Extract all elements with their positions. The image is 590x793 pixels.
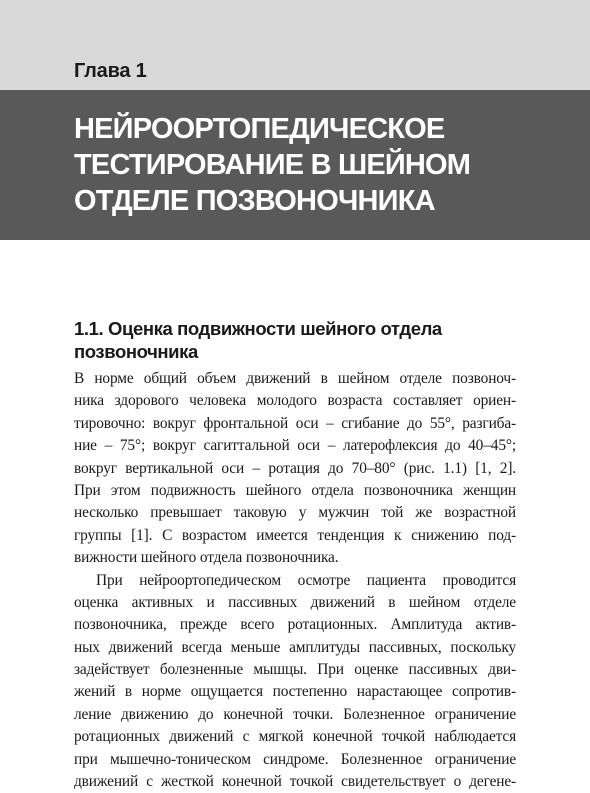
text-line: вокруг вертикальной оси – ротация до 70–80° (рис. 1.1) [1, 2]. [74,459,516,477]
text-line: при мышечно-тоническом синдроме. Болезненное ограничение [74,750,516,768]
text-line: ние – 75°; вокруг сагиттальной оси – латерофлексия до 40–45°; [74,437,516,455]
text-line: оценка активных и пассивных движений в шейном отделе [74,593,516,611]
chapter-title-line: ТЕСТИРОВАНИЕ В ШЕЙНОМ [74,149,471,181]
text-line: В норме общий объем движений в шейном отделе позвоноч- [74,370,516,387]
text-line: несколько превышает таковую у мужчин той же возрастной [74,504,516,522]
text-line: задействует болезненные мышцы. При оценке пассивных дви- [74,661,516,679]
text-line: движений с жесткой конечной точкой свидетельствует о дегене- [74,773,516,791]
section-heading-line: 1.1. Оценка подвижности шейного отдела [74,318,442,339]
chapter-title-line: ОТДЕЛЕ ПОЗВОНОЧНИКА [74,185,435,217]
text-line: ление движению до конечной точки. Болезненное ограничение [74,705,516,723]
text-line: ротационных движений с мягкой конечной точкой наблюдается [74,728,516,746]
chapter-title-line: НЕЙРООРТОПЕДИЧЕСКОЕ [74,113,445,145]
text-line: ника здорового человека молодого возраста составляет ориен- [74,392,516,410]
text-line: тировочно: вокруг фронтальной оси – сгибание до 55°, разгиба- [74,414,516,432]
text-line: ных движений всегда меньше амплитуды пассивных, поскольку [74,638,516,656]
text-line: группы [1]. С возрастом имеется тенденция к снижению под- [74,526,516,544]
text-line: жений в норме ощущается постепенно нарастающее сопротив- [74,683,516,701]
text-line: При этом подвижность шейного отдела позвоночника женщин [74,481,516,499]
text-line: При нейроортопедическом осмотре пациента проводится [96,571,516,589]
section-heading-line: позвоночника [74,341,198,362]
chapter-label: Глава 1 [74,60,147,82]
body-text [74,368,516,793]
text-line: позвоночника, прежде всего ротационных. Амплитуда актив- [74,616,516,634]
text-line: вижности шейного отдела позвоночника. [74,549,339,567]
